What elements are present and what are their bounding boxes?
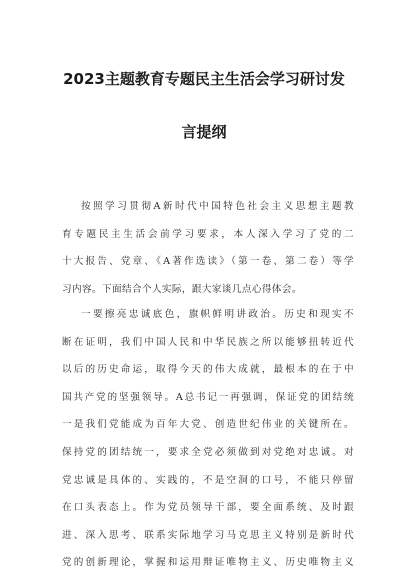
paragraph-intro — [62, 193, 354, 303]
paragraph-line: 党忠诚是具体的、实践的，不是空洞的口号，不能只停留 — [62, 474, 354, 486]
document-title-line-2: 言提纲 — [181, 123, 227, 141]
paragraph-line: 在口头表态上。作为党员领导干部，要全面系统、及时跟 — [62, 502, 354, 514]
paragraph-line: 按照学习贯彻A新时代中国特色社会主义思想主题教 — [81, 201, 354, 212]
paragraph-line: 进、深入思考、联系实际地学习马克思主义特别是新时代 — [62, 529, 354, 541]
paragraph-line: 党的创新理论，掌握和运用辩证唯物主义、历史唯物主义 — [62, 557, 354, 569]
paragraph-line: 一要擦亮忠诚底色，旗帜鲜明讲政治。历史和现实不 — [81, 309, 354, 320]
paragraph-line: 十大报告、党章、《A著作选读》（第一卷、第二卷）等学 — [62, 256, 354, 268]
paragraph-line: 保持党的团结统一，要求全党必须做到对党绝对忠诚。对 — [62, 446, 354, 458]
paragraph-line: 一是我们党能成为百年大党、创造世纪伟业的关键所在。 — [62, 419, 354, 431]
paragraph-line: 习内容。下面结合个人实际，跟大家谈几点心得体会。 — [62, 283, 302, 295]
paragraph-line: 以后的历史命运，取得今天的伟大成就，最根本的在于中 — [62, 364, 354, 376]
paragraph-point-one — [62, 301, 354, 577]
document-title-line-1: 2023主题教育专题民主生活会学习研讨发 — [63, 70, 345, 88]
paragraph-line: 国共产党的坚强领导。A总书记一再强调，保证党的团结统 — [62, 391, 354, 403]
paragraph-line: 育专题民主生活会前学习要求，本人深入学习了党的二 — [62, 228, 354, 240]
paragraph-line: 断在证明，我们中国人民和中华民族之所以能够扭转近代 — [62, 336, 354, 348]
